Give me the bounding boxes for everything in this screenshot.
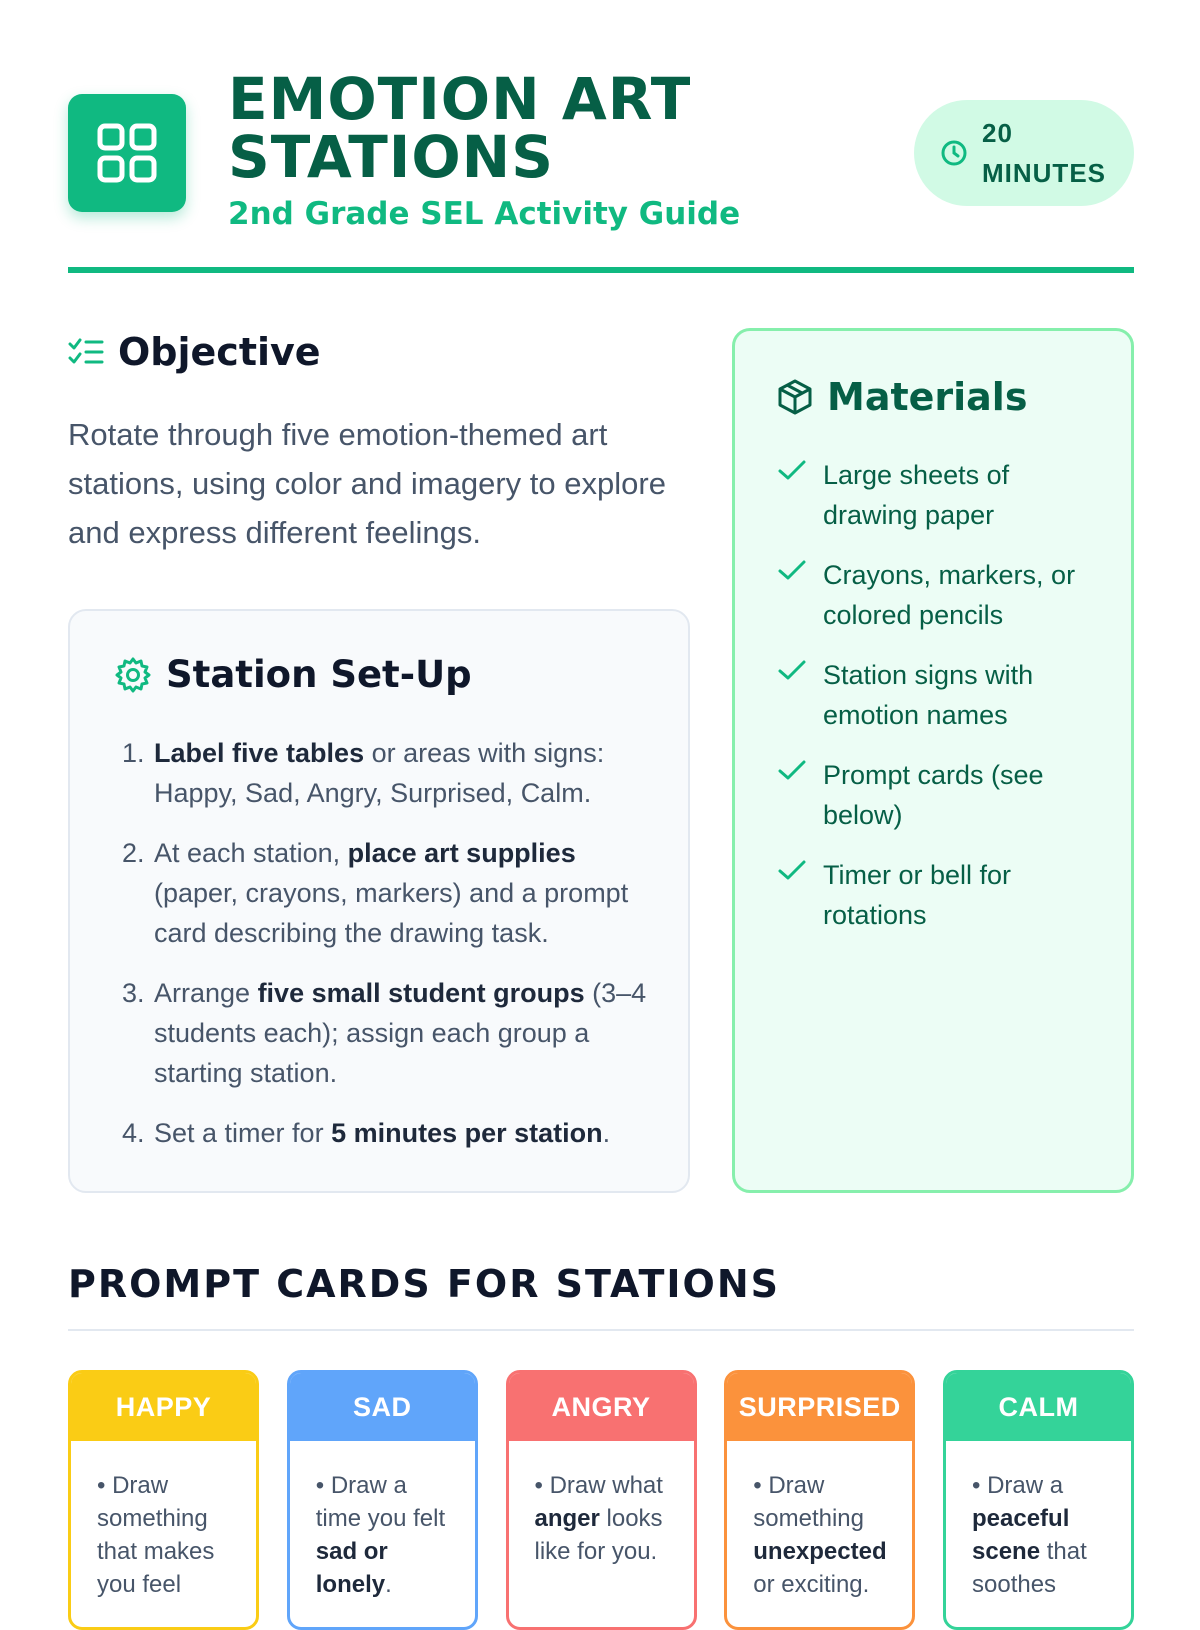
step-emphasis: 5 minutes per station: [331, 1118, 603, 1148]
setup-step: [122, 973, 652, 1093]
material-label: Crayons, markers, or colored pencils: [823, 560, 1076, 630]
prompt-divider: [68, 1329, 1134, 1331]
clock-icon: [940, 139, 968, 167]
material-label: Timer or bell for rotations: [823, 860, 1012, 930]
prompt-text: looks like for you.: [534, 1505, 663, 1565]
materials-heading-row: [777, 375, 1027, 419]
objective-heading: Objective: [118, 330, 321, 374]
step-number: 1.: [122, 738, 145, 768]
step-text: Arrange: [154, 978, 258, 1008]
material-item: [777, 855, 1107, 935]
gear-icon: [114, 656, 152, 694]
card-header: SURPRISED: [727, 1373, 912, 1441]
card-prompt: [727, 1441, 912, 1601]
prompt-emphasis: peaceful scene: [972, 1505, 1070, 1565]
prompt-card-calm: [943, 1370, 1134, 1630]
duration-badge: [914, 100, 1134, 206]
card-prompt: [290, 1441, 475, 1601]
setup-step: [122, 1113, 652, 1153]
card-prompt: [946, 1441, 1131, 1601]
step-emphasis: place art supplies: [347, 838, 576, 868]
step-emphasis: Label five tables: [154, 738, 365, 768]
setup-step: [122, 733, 652, 813]
page-title: EMOTION ART STATIONS: [228, 65, 692, 191]
card-header: ANGRY: [509, 1373, 694, 1441]
activity-logo: [68, 94, 186, 212]
prompt-text: • Draw something: [753, 1472, 864, 1532]
prompt-cards-heading: PROMPT CARDS FOR STATIONS: [68, 1262, 781, 1306]
material-label: Prompt cards (see below): [823, 760, 1044, 830]
check-icon: [777, 659, 807, 683]
step-number: 2.: [122, 838, 145, 868]
card-header: HAPPY: [71, 1373, 256, 1441]
check-icon: [777, 559, 807, 583]
station-setup-card: [68, 609, 690, 1193]
material-item: [777, 555, 1107, 635]
card-header: SAD: [290, 1373, 475, 1441]
prompt-card-surprised: [724, 1370, 915, 1630]
step-text: (paper, crayons, markers) and a prompt card describing the drawing task.: [154, 878, 629, 948]
check-icon: [777, 759, 807, 783]
prompt-text: or exciting.: [753, 1571, 870, 1598]
objective-heading-row: [68, 330, 321, 374]
step-number: 3.: [122, 978, 145, 1008]
step-text: At each station,: [154, 838, 348, 868]
prompt-emphasis: anger: [534, 1505, 600, 1532]
materials-card: [732, 328, 1134, 1193]
check-icon: [777, 859, 807, 883]
page-subtitle: 2nd Grade SEL Activity Guide: [228, 196, 741, 232]
prompt-text: • Draw what: [534, 1472, 663, 1499]
header-divider: [68, 267, 1134, 273]
prompt-text: .: [385, 1571, 392, 1598]
step-number: 4.: [122, 1118, 145, 1148]
material-item: [777, 655, 1107, 735]
material-label: Large sheets of drawing paper: [823, 460, 1010, 530]
step-text: Set a timer for: [154, 1118, 332, 1148]
checklist-icon: [68, 337, 104, 367]
prompt-emphasis: sad or lonely: [315, 1538, 388, 1598]
material-label: Station signs with emotion names: [823, 660, 1034, 730]
card-prompt: [509, 1441, 694, 1568]
setup-steps-list: [122, 733, 652, 1173]
step-text: (3–4 students each); assign each group a starting station.: [154, 978, 647, 1088]
grid-icon: [96, 122, 158, 184]
step-emphasis: five small student groups: [257, 978, 585, 1008]
materials-heading: Materials: [827, 375, 1028, 419]
prompt-text: • Draw something that makes you feel: [97, 1472, 215, 1598]
step-text: .: [602, 1118, 611, 1148]
prompt-text: • Draw a time you felt: [315, 1472, 446, 1532]
setup-heading: Station Set-Up: [166, 653, 472, 696]
prompt-text: that soothes: [972, 1538, 1087, 1598]
prompt-card-angry: [506, 1370, 697, 1630]
prompt-text: • Draw a: [972, 1472, 1064, 1499]
prompt-cards-row: [68, 1370, 1134, 1630]
setup-step: [122, 833, 652, 953]
duration-text: 20 MINUTES: [982, 118, 1106, 188]
card-header: CALM: [946, 1373, 1131, 1441]
material-item: [777, 455, 1107, 535]
materials-list: [777, 455, 1107, 955]
prompt-emphasis: unexpected: [753, 1538, 887, 1565]
objective-text: Rotate through five emotion-themed art stations, using color and imagery to explore and express different feelings.: [68, 417, 666, 550]
step-text: or areas with signs: Happy, Sad, Angry, Surprised, Calm.: [154, 738, 605, 808]
setup-heading-row: [114, 653, 472, 696]
prompt-card-sad: [287, 1370, 478, 1630]
box-icon: [777, 378, 813, 416]
card-prompt: [71, 1441, 256, 1601]
material-item: [777, 755, 1107, 835]
check-icon: [777, 459, 807, 483]
prompt-card-happy: [68, 1370, 259, 1630]
